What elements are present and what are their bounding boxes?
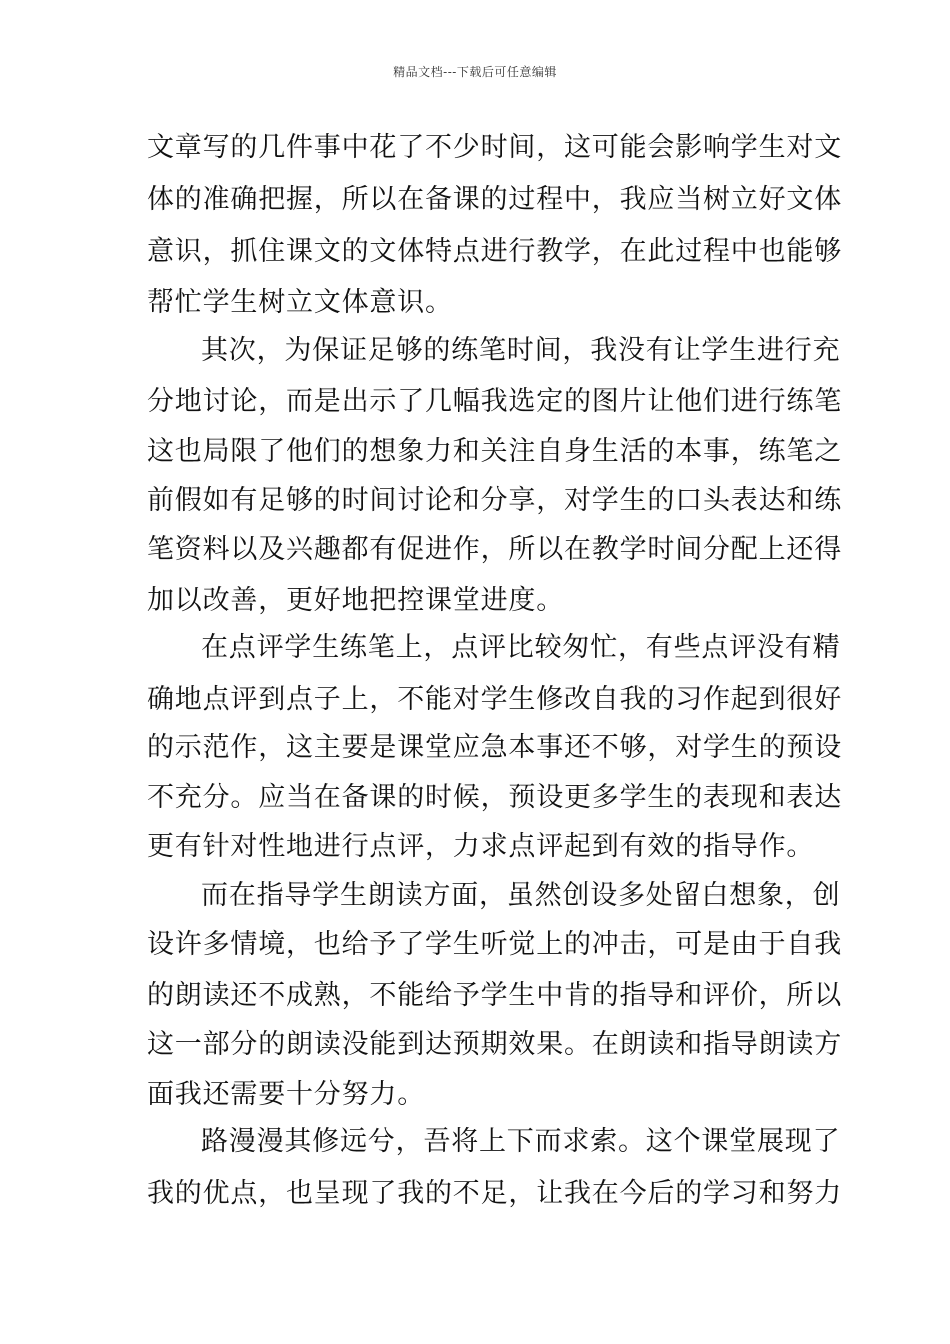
text-line: 更有针对性地进行点评，力求点评起到有效的指导作。 — [147, 831, 815, 862]
text-line: 文章写的几件事中花了不少时间，这可能会影响学生对文 — [147, 132, 842, 163]
paragraph-first-line: 而在指导学生朗读方面，虽然创设多处留白想象，创 — [201, 880, 841, 911]
text-line: 确地点评到点子上，不能对学生修改自我的习作起到很好 — [147, 684, 842, 715]
paragraph-first-line: 路漫漫其修远兮，吾将上下而求索。这个课堂展现了 — [201, 1126, 841, 1157]
page-header: 精品文档---下载后可任意编辑 — [393, 65, 557, 79]
text-line: 不充分。应当在备课的时候，预设更多学生的表现和表达 — [147, 782, 842, 813]
paragraph-first-line: 在点评学生练笔上，点评比较匆忙，有些点评没有精 — [201, 632, 841, 663]
paragraph-first-line: 其次，为保证足够的练笔时间，我没有让学生进行充 — [201, 335, 841, 366]
text-line: 帮忙学生树立文体意识。 — [147, 287, 453, 318]
text-line: 前假如有足够的时间讨论和分享，对学生的口头表达和练 — [147, 485, 842, 516]
text-line: 我的优点，也呈现了我的不足，让我在今后的学习和努力 — [147, 1178, 842, 1209]
text-line: 的朗读还不成熟，不能给予学生中肯的指导和评价，所以 — [147, 980, 842, 1011]
text-line: 加以改善，更好地把控课堂进度。 — [147, 585, 564, 616]
text-line: 体的准确把握，所以在备课的过程中，我应当树立好文体 — [147, 184, 842, 215]
text-line: 这一部分的朗读没能到达预期效果。在朗读和指导朗读方 — [147, 1029, 842, 1060]
text-line: 意识，抓住课文的文体特点进行教学，在此过程中也能够 — [147, 236, 842, 267]
text-line: 这也局限了他们的想象力和关注自身生活的本事，练笔之 — [147, 436, 842, 467]
text-line: 面我还需要十分努力。 — [147, 1079, 425, 1110]
text-line: 笔资料以及兴趣都有促进作，所以在教学时间分配上还得 — [147, 534, 842, 565]
text-line: 的示范作，这主要是课堂应急本事还不够，对学生的预设 — [147, 732, 842, 763]
text-line: 设许多情境，也给予了学生听觉上的冲击，可是由于自我 — [147, 929, 842, 960]
text-line: 分地讨论，而是出示了几幅我选定的图片让他们进行练笔 — [147, 386, 842, 417]
